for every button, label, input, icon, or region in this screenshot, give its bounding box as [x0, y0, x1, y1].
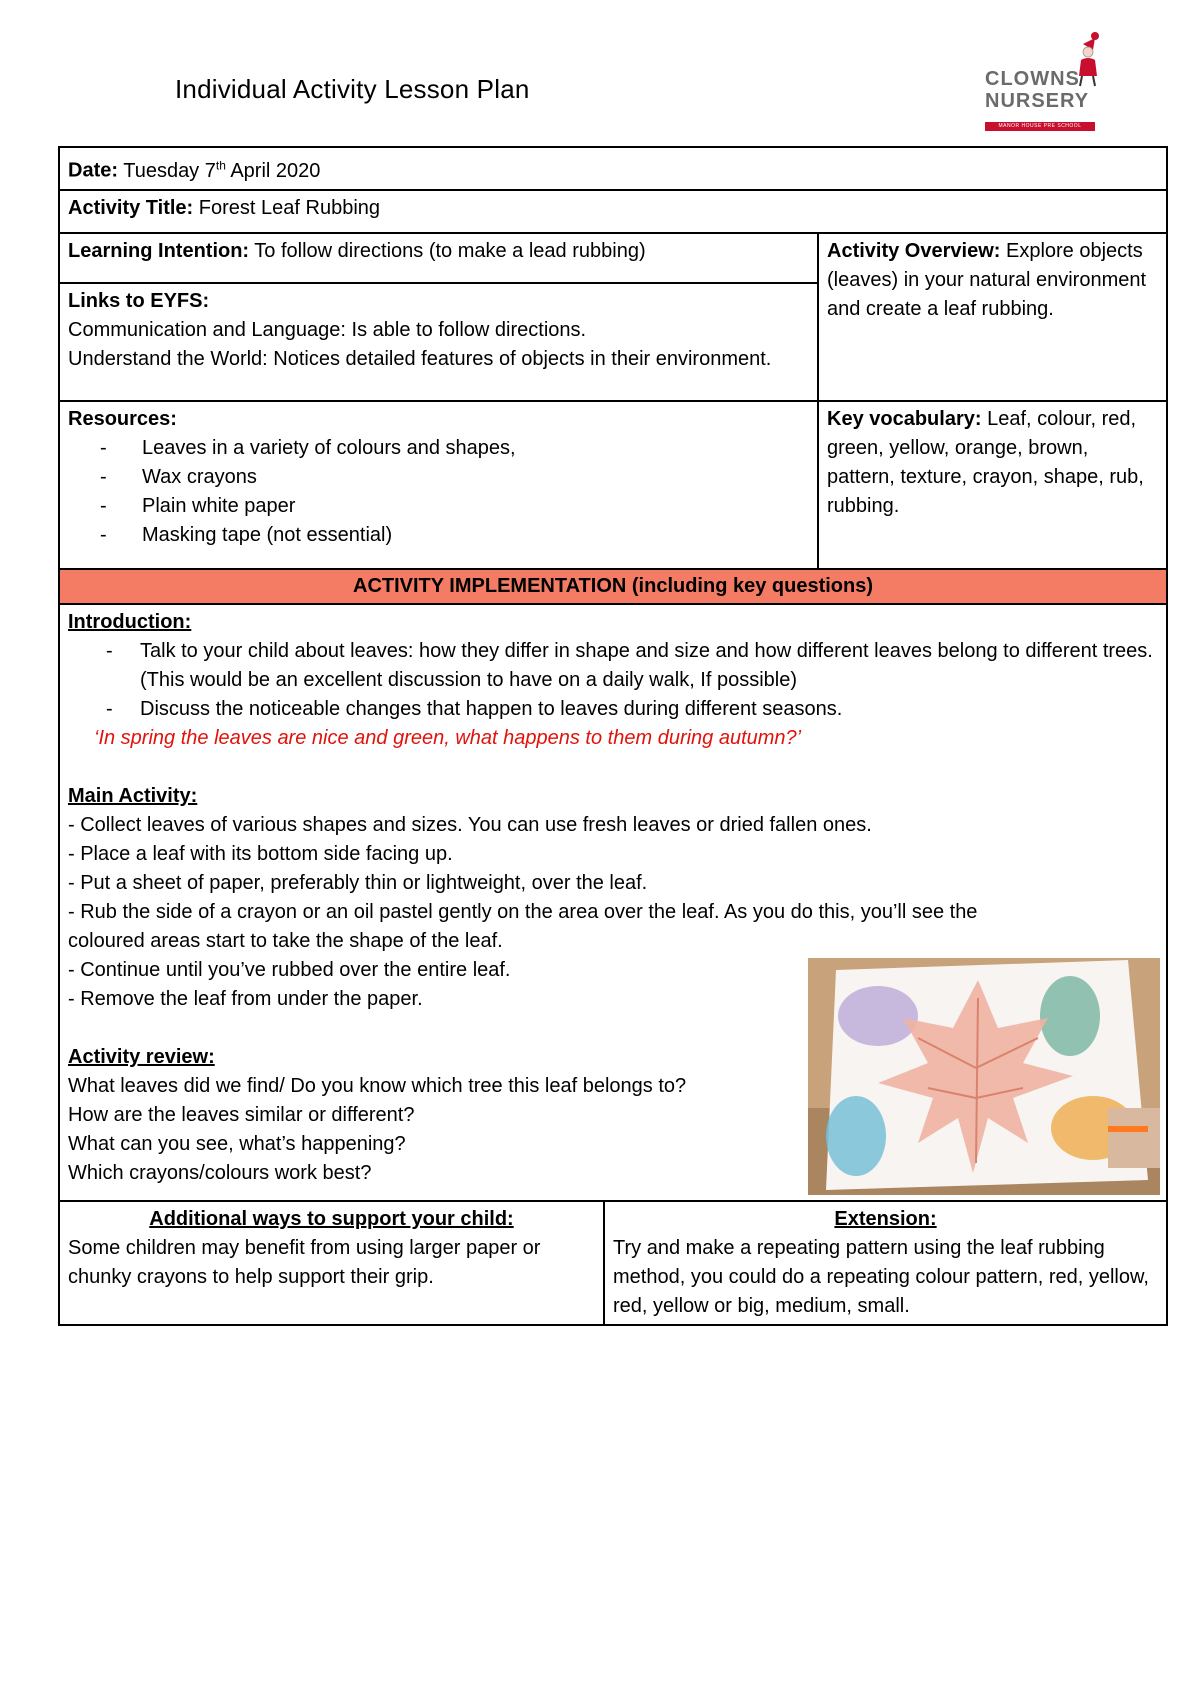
- main-activity-heading: Main Activity:: [68, 785, 198, 807]
- resource-item: - Plain white paper: [70, 492, 809, 521]
- lesson-plan-table: [58, 146, 1166, 1326]
- logo-subtitle: MANOR HOUSE PRE SCHOOL: [985, 122, 1095, 131]
- key-vocabulary-value: Leaf, colour, red, green, yellow, orange, brown, pattern, texture, crayon, shape, rub, rubbing.: [827, 408, 1144, 517]
- review-question: What can you see, what’s happening?: [68, 1133, 406, 1155]
- review-question: What leaves did we find/ Do you know which tree this leaf belongs to?: [68, 1075, 687, 1097]
- main-activity-line: - Place a leaf with its bottom side facing up.: [68, 843, 453, 865]
- support-extension-row: [59, 1201, 1167, 1325]
- key-vocabulary-label: Key vocabulary:: [827, 408, 982, 430]
- nursery-logo: [985, 30, 1105, 135]
- activity-overview-label: Activity Overview:: [827, 240, 1001, 262]
- learning-intention-value: To follow directions (to make a lead rubbing): [254, 240, 646, 262]
- page-title: Individual Activity Lesson Plan: [175, 74, 530, 104]
- implementation-heading-row: [59, 569, 1167, 604]
- additional-support-cell: [59, 1201, 604, 1325]
- extension-text: Try and make a repeating pattern using the leaf rubbing method, you could do a repeating colour pattern, red, yellow, red, yellow or big, medium, small.: [613, 1237, 1149, 1317]
- resource-item: - Masking tape (not essential): [70, 521, 809, 550]
- logo-wordmark: [985, 68, 1089, 112]
- introduction-item: - Talk to your child about leaves: how they differ in shape and size and how different leaves belong to different trees. (This would be an excellent discussion to have on a daily walk, If possible): [68, 637, 1158, 695]
- main-activity-line: - Remove the leaf from under the paper.: [68, 988, 423, 1010]
- review-question: Which crayons/colours work best?: [68, 1162, 372, 1184]
- activity-title-value: Forest Leaf Rubbing: [198, 197, 381, 219]
- additional-support-heading: Additional ways to support your child:: [149, 1208, 514, 1230]
- links-eyfs-line-1: Communication and Language: Is able to follow directions.: [68, 319, 587, 341]
- activity-overview-cell: [818, 233, 1167, 401]
- activity-overview-value: Explore objects (leaves) in your natural environment and create a leaf rubbing.: [827, 240, 1147, 320]
- resource-item: - Leaves in a variety of colours and shapes,: [70, 434, 809, 463]
- implementation-row: [59, 604, 1167, 1201]
- introduction-list: [68, 637, 1158, 724]
- review-question: How are the leaves similar or different?: [68, 1104, 415, 1126]
- logo-line-2: NURSERY: [985, 90, 1090, 112]
- main-activity-line: - Rub the side of a crayon or an oil pastel gently on the area over the leaf. As you do this, you’ll see the coloured areas start to take the shape of the leaf.: [68, 901, 978, 952]
- introduction-item: - Discuss the noticeable changes that happen to leaves during different seasons.: [68, 695, 1158, 724]
- main-activity-line: - Put a sheet of paper, preferably thin or lightweight, over the leaf.: [68, 872, 648, 894]
- activity-title-label: Activity Title:: [68, 197, 194, 219]
- learning-intention-row: [59, 233, 1167, 283]
- logo-line-1: CLOWNS: [985, 68, 1080, 90]
- main-activity-line: - Collect leaves of various shapes and sizes. You can use fresh leaves or dried fallen ones.: [68, 814, 872, 836]
- resources-row: [59, 401, 1167, 569]
- links-eyfs-line-2: Understand the World: Notices detailed features of objects in their environment.: [68, 348, 772, 370]
- date-value: Tuesday 7th April 2020: [123, 158, 321, 182]
- additional-support-text: Some children may benefit from using larger paper or chunky crayons to help support their grip.: [68, 1237, 541, 1288]
- date-row: [59, 147, 1167, 190]
- resource-item: - Wax crayons: [70, 463, 809, 492]
- resources-list: [68, 434, 809, 550]
- learning-intention-label: Learning Intention:: [68, 240, 250, 262]
- leaf-rubbing-photo: [808, 958, 1160, 1195]
- introduction-heading: Introduction:: [68, 611, 192, 633]
- activity-title-row: [59, 190, 1167, 233]
- activity-review-heading: Activity review:: [68, 1046, 215, 1068]
- extension-heading: Extension:: [834, 1208, 937, 1230]
- introduction-quote: ‘In spring the leaves are nice and green, what happens to them during autumn?’: [94, 727, 802, 749]
- main-activity-line: - Continue until you’ve rubbed over the entire leaf.: [68, 959, 511, 981]
- implementation-heading: ACTIVITY IMPLEMENTATION (including key questions): [59, 569, 1167, 604]
- date-label: Date:: [68, 159, 119, 182]
- extension-cell: [604, 1201, 1167, 1325]
- links-eyfs-label: Links to EYFS:: [68, 290, 210, 312]
- resources-label: Resources:: [68, 408, 177, 430]
